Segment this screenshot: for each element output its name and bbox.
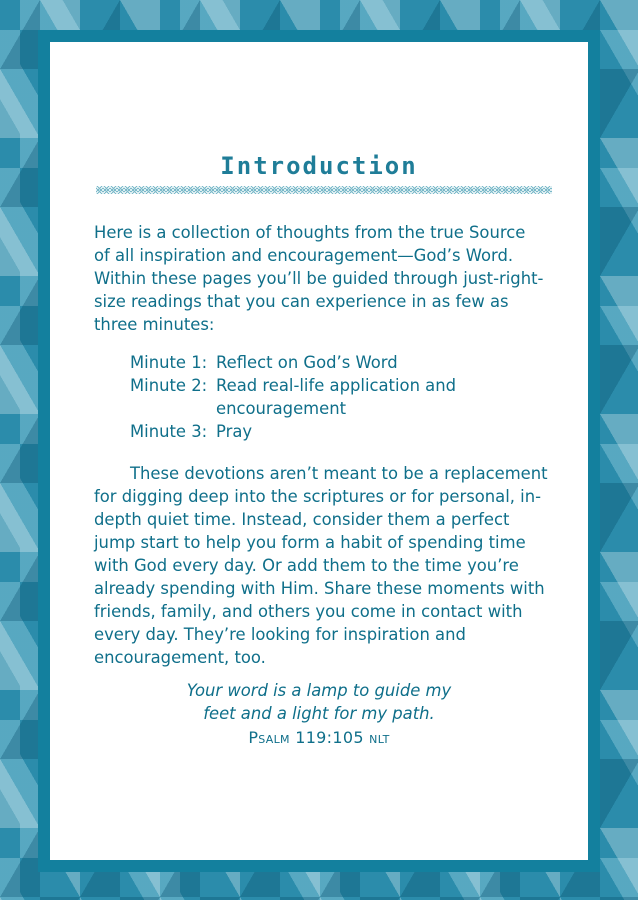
minute-text: Pray — [216, 422, 253, 441]
minute-text: Reflect on God’s Word — [216, 353, 398, 372]
scripture-quote: Your word is a lamp to guide my feet and a light for my path. — [186, 681, 452, 723]
page-frame — [38, 30, 600, 872]
list-item — [130, 351, 550, 374]
minutes-list — [130, 351, 550, 443]
list-item — [130, 420, 550, 443]
content-panel — [50, 42, 588, 860]
list-item — [130, 374, 550, 420]
minute-label: Minute 2: — [130, 376, 208, 395]
intro-paragraph: Here is a collection of thoughts from the true Source of all inspiration and encouragement—God’s Word. Within these pages you’ll be guided through just-right- size readings that you can experience in as few as three minutes: — [94, 223, 544, 334]
minute-label: Minute 1: — [130, 353, 208, 372]
ornamental-divider — [96, 186, 552, 194]
scripture-reference: Psalm 119:105 nlt — [248, 728, 390, 747]
devotions-paragraph: These devotions aren’t meant to be a replacement for digging deep into the scriptures or for personal, in-depth quiet time. Instead, consider them a perfect jump start to help you form a habit of spending time with God every day. Or add them to the time you’re already spending with Him. Share these moments with friends, family, and others you come in contact with every day. They’re looking for inspiration and encouragement, too. — [94, 464, 548, 667]
page-title: Introduction — [220, 152, 418, 180]
minute-label: Minute 3: — [130, 422, 208, 441]
minute-text: Read real-life application and encouragement — [216, 376, 457, 418]
